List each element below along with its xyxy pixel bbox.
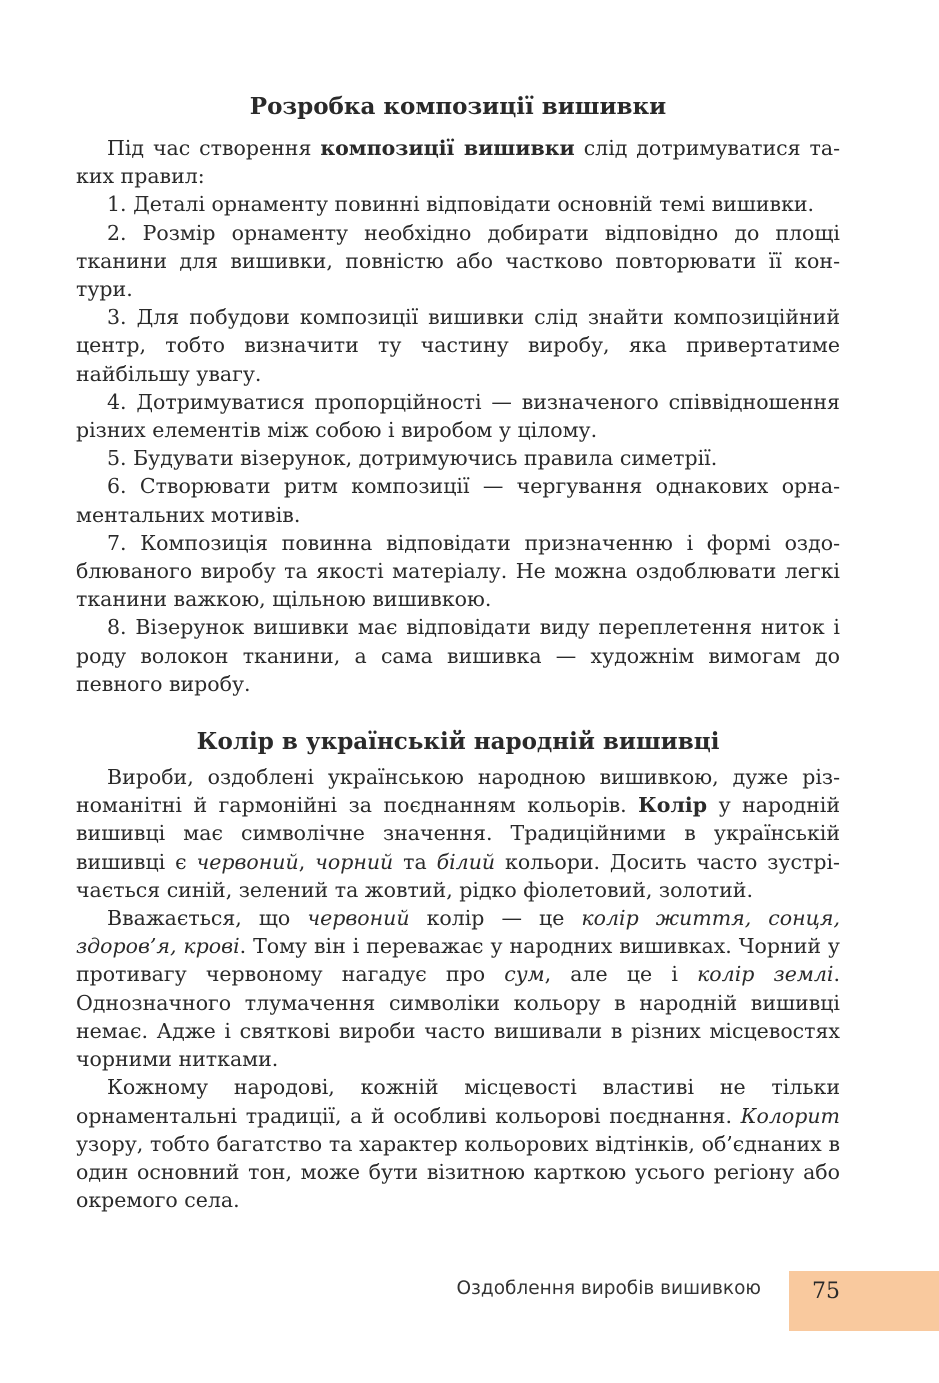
paragraph bbox=[76, 219, 840, 304]
italic-term: колір землі bbox=[697, 962, 834, 987]
text-run: 5. Будувати візерунок, дотримуючись правила симетрії. bbox=[107, 446, 718, 471]
page-number: 75 bbox=[812, 1279, 840, 1304]
paragraph bbox=[76, 190, 840, 218]
section-title-color: Колір в українській народній вишивці bbox=[196, 728, 720, 756]
italic-term: червоний bbox=[196, 849, 299, 874]
text-run: 4. Дотримуватися пропорційності — визначеного співвідношення різних елементів між собою і виробом у цілому. bbox=[76, 389, 840, 443]
text-run: , але це і bbox=[544, 962, 698, 987]
text-run: у народній вишивці має символічне значення. Традиційними в українській вишивці є bbox=[76, 793, 840, 874]
section-color bbox=[76, 723, 840, 1214]
text-run: колір — це bbox=[409, 906, 582, 931]
text-run: 2. Розмір орнаменту необхідно добирати відповідно до площі тканини для вишивки, повністю або частково повторювати її контури. bbox=[76, 220, 840, 302]
text-run: Вважається, що bbox=[107, 906, 308, 931]
section-text bbox=[76, 134, 840, 698]
paragraph bbox=[76, 472, 840, 528]
italic-term: Колорит bbox=[740, 1103, 840, 1128]
paragraph bbox=[76, 763, 840, 904]
text-run: 3. Для побудови композиції вишивки слід знайти композиційний центр, тобто визначити ту частину виробу, яка привертатиме найбільшу увагу. bbox=[76, 305, 840, 386]
text-run: 8. Візерунок вишивки має відповідати виду переплетення ниток і роду волокон тканини, а сама вишивка — художнім вимогам до певного виробу. bbox=[76, 615, 840, 696]
paragraph bbox=[76, 134, 840, 190]
paragraph bbox=[76, 1073, 840, 1214]
footer-title: Оздоблення виробів вишивкою bbox=[456, 1278, 761, 1299]
paragraph bbox=[76, 388, 840, 444]
text-run: Кожному народові, кожній місцевості властиві не тільки орнаментальні традиції, а й особливі кольорові поєднання. bbox=[76, 1075, 840, 1128]
section-composition bbox=[76, 88, 840, 698]
text-run: . Однозначного тлумачення символіки кольору в народній вишивці немає. Адже і святкові вироби часто вишивали в різних місцевостях чорними нитками. bbox=[76, 962, 840, 1072]
bold-term: Колір bbox=[638, 793, 708, 818]
text-run: 7. Композиція повинна відповідати призначенню і формі оздоблюваного виробу та якості матеріалу. Не можна оздоблювати легкі тканини важкою, щільною вишивкою. bbox=[76, 530, 840, 612]
section-title-composition: Розробка композиції вишивки bbox=[249, 93, 667, 120]
text-run: узору, тобто багатство та характер кольорових відтінків, об’єднаних в один основний тон, може бути візитною карткою усього регіону або окремого села. bbox=[76, 1131, 840, 1213]
italic-term: червоний bbox=[307, 906, 410, 931]
paragraph bbox=[76, 904, 840, 1073]
italic-term: чорний bbox=[315, 849, 394, 874]
paragraph bbox=[76, 303, 840, 388]
text-run: 1. Деталі орнаменту повинні відповідати основній темі вишивки. bbox=[107, 192, 815, 217]
section-text bbox=[76, 763, 840, 1214]
text-run: , bbox=[298, 849, 316, 874]
text-run: 6. Створювати ритм композиції — чергування однакових орнаментальних мотивів. bbox=[76, 474, 840, 527]
page-body bbox=[76, 88, 840, 1214]
text-run: кольори. Досить часто зустрічається синій, зелений та жовтий, рідко фіолетовий, золотий. bbox=[76, 849, 840, 902]
paragraph bbox=[76, 613, 840, 698]
bold-term: композиції вишивки bbox=[320, 136, 575, 160]
paragraph bbox=[76, 529, 840, 614]
text-run: Вироби, оздоблені українською народною вишивкою, дуже різноманітні й гармонійні за поєднанням кольорів. bbox=[76, 765, 840, 818]
paragraph bbox=[76, 444, 840, 472]
italic-term: білий bbox=[436, 849, 496, 874]
text-run: Під час створення bbox=[107, 136, 321, 160]
text-run: . Тому він і переважає у народних вишивках. Чорний у противагу червоному нагадує про bbox=[76, 934, 840, 987]
italic-term: сум bbox=[504, 962, 545, 987]
text-run: слід дотримуватися таких правил: bbox=[76, 136, 840, 189]
text-run: та bbox=[393, 849, 437, 874]
italic-term: колір життя, сонця, здоров’я, крові bbox=[76, 906, 840, 959]
